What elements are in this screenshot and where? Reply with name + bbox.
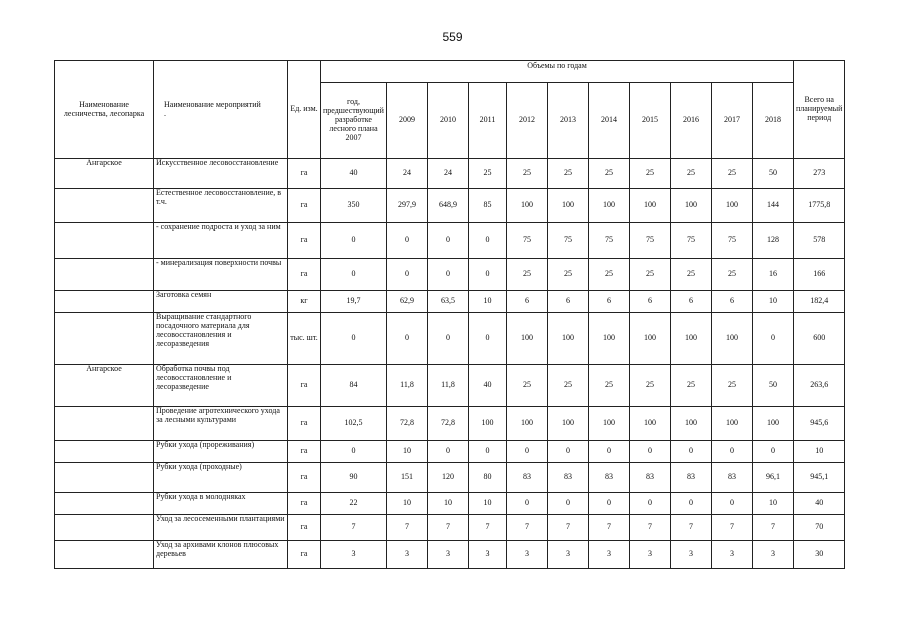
value-cell: 75 xyxy=(629,223,670,259)
total-cell: 30 xyxy=(793,541,844,569)
value-cell: 0 xyxy=(427,259,468,291)
header-year-2015: 2015 xyxy=(629,83,670,159)
value-cell: 62,9 xyxy=(386,291,427,313)
value-cell: 50 xyxy=(752,159,793,189)
forestry-cell xyxy=(55,259,154,291)
value-cell: 100 xyxy=(711,313,752,365)
value-cell: 6 xyxy=(547,291,588,313)
value-cell: 25 xyxy=(629,159,670,189)
header-year-2009: 2009 xyxy=(386,83,427,159)
value-cell: 25 xyxy=(547,259,588,291)
table-row xyxy=(55,259,845,291)
value-cell: 7 xyxy=(629,515,670,541)
unit-cell: га xyxy=(288,407,321,441)
value-cell: 75 xyxy=(506,223,547,259)
value-cell: 24 xyxy=(386,159,427,189)
total-cell: 40 xyxy=(793,493,844,515)
value-cell: 75 xyxy=(547,223,588,259)
value-cell: 100 xyxy=(588,189,629,223)
activity-name-cell: Естественное лесовосстановление, в т.ч. xyxy=(154,189,288,223)
value-cell: 0 xyxy=(468,441,506,463)
value-cell: 11,8 xyxy=(427,365,468,407)
unit-cell: га xyxy=(288,259,321,291)
value-cell: 0 xyxy=(427,313,468,365)
value-cell: 100 xyxy=(670,407,711,441)
value-cell: 0 xyxy=(506,441,547,463)
value-cell: 100 xyxy=(752,407,793,441)
table-row xyxy=(55,365,845,407)
value-cell: 3 xyxy=(506,541,547,569)
value-cell: 3 xyxy=(670,541,711,569)
activity-name-cell: - сохранение подроста и уход за ним xyxy=(154,223,288,259)
value-cell: 128 xyxy=(752,223,793,259)
value-cell: 83 xyxy=(629,463,670,493)
value-cell: 63,5 xyxy=(427,291,468,313)
value-cell: 7 xyxy=(670,515,711,541)
value-cell: 0 xyxy=(386,223,427,259)
value-cell: 40 xyxy=(321,159,387,189)
header-total: Всего на планируемый период xyxy=(793,61,844,159)
table-row xyxy=(55,313,845,365)
value-cell: 3 xyxy=(427,541,468,569)
value-cell: 10 xyxy=(386,493,427,515)
value-cell: 85 xyxy=(468,189,506,223)
value-cell: 100 xyxy=(547,313,588,365)
value-cell: 25 xyxy=(506,365,547,407)
unit-cell: тыс. шт. xyxy=(288,313,321,365)
value-cell: 40 xyxy=(468,365,506,407)
value-cell: 350 xyxy=(321,189,387,223)
forestry-cell xyxy=(55,189,154,223)
value-cell: 100 xyxy=(629,189,670,223)
value-cell: 0 xyxy=(670,441,711,463)
total-cell: 578 xyxy=(793,223,844,259)
value-cell: 19,7 xyxy=(321,291,387,313)
header-year-2017: 2017 xyxy=(711,83,752,159)
value-cell: 0 xyxy=(711,493,752,515)
value-cell: 25 xyxy=(588,159,629,189)
value-cell: 7 xyxy=(711,515,752,541)
value-cell: 25 xyxy=(711,159,752,189)
header-activity xyxy=(154,61,288,159)
value-cell: 0 xyxy=(427,441,468,463)
value-cell: 72,8 xyxy=(427,407,468,441)
value-cell: 25 xyxy=(468,159,506,189)
activity-name-cell: Уход за архивами клонов плюсовых деревьев xyxy=(154,541,288,569)
table-row xyxy=(55,515,845,541)
value-cell: 75 xyxy=(711,223,752,259)
value-cell: 100 xyxy=(506,189,547,223)
forestry-cell xyxy=(55,223,154,259)
value-cell: 100 xyxy=(711,189,752,223)
forestry-cell xyxy=(55,515,154,541)
value-cell: 151 xyxy=(386,463,427,493)
value-cell: 100 xyxy=(506,313,547,365)
value-cell: 0 xyxy=(588,441,629,463)
unit-cell: га xyxy=(288,493,321,515)
forestry-cell xyxy=(55,541,154,569)
value-cell: 6 xyxy=(711,291,752,313)
value-cell: 0 xyxy=(629,441,670,463)
value-cell: 3 xyxy=(547,541,588,569)
value-cell: 3 xyxy=(629,541,670,569)
header-volumes: Объемы по годам xyxy=(321,61,794,83)
value-cell: 83 xyxy=(547,463,588,493)
value-cell: 7 xyxy=(588,515,629,541)
activity-name-cell: Рубки ухода (прореживания) xyxy=(154,441,288,463)
value-cell: 11,8 xyxy=(386,365,427,407)
value-cell: 3 xyxy=(468,541,506,569)
value-cell: 144 xyxy=(752,189,793,223)
value-cell: 10 xyxy=(752,291,793,313)
value-cell: 0 xyxy=(752,313,793,365)
activity-name-cell: Проведение агротехнического ухода за лесными культурами xyxy=(154,407,288,441)
unit-cell: га xyxy=(288,159,321,189)
value-cell: 25 xyxy=(506,259,547,291)
value-cell: 80 xyxy=(468,463,506,493)
forestry-cell xyxy=(55,463,154,493)
value-cell: 75 xyxy=(588,223,629,259)
unit-cell: га xyxy=(288,223,321,259)
unit-cell: кг xyxy=(288,291,321,313)
value-cell: 10 xyxy=(427,493,468,515)
value-cell: 0 xyxy=(427,223,468,259)
activity-name-cell: Рубки ухода в молодняках xyxy=(154,493,288,515)
value-cell: 10 xyxy=(468,291,506,313)
value-cell: 24 xyxy=(427,159,468,189)
value-cell: 3 xyxy=(752,541,793,569)
table-row xyxy=(55,441,845,463)
total-cell: 182,4 xyxy=(793,291,844,313)
forestry-cell xyxy=(55,407,154,441)
value-cell: 6 xyxy=(670,291,711,313)
activity-name-cell: Заготовка семян xyxy=(154,291,288,313)
header-activity-label: Наименование мероприятий xyxy=(164,99,261,109)
value-cell: 6 xyxy=(629,291,670,313)
value-cell: 297,9 xyxy=(386,189,427,223)
value-cell: 6 xyxy=(588,291,629,313)
page-number: 559 xyxy=(442,30,463,44)
total-cell: 600 xyxy=(793,313,844,365)
total-cell: 945,6 xyxy=(793,407,844,441)
value-cell: 50 xyxy=(752,365,793,407)
table-row xyxy=(55,291,845,313)
value-cell: 25 xyxy=(629,259,670,291)
activity-name-cell: Уход за лесосеменными плантациями xyxy=(154,515,288,541)
value-cell: 84 xyxy=(321,365,387,407)
value-cell: 22 xyxy=(321,493,387,515)
value-cell: 25 xyxy=(670,159,711,189)
value-cell: 96,1 xyxy=(752,463,793,493)
value-cell: 25 xyxy=(670,365,711,407)
value-cell: 0 xyxy=(468,259,506,291)
value-cell: 16 xyxy=(752,259,793,291)
value-cell: 0 xyxy=(321,223,387,259)
value-cell: 100 xyxy=(506,407,547,441)
value-cell: 83 xyxy=(711,463,752,493)
value-cell: 25 xyxy=(670,259,711,291)
unit-cell: га xyxy=(288,365,321,407)
value-cell: 100 xyxy=(629,313,670,365)
activity-name-cell: Обработка почвы под лесовосстановление и лесоразведение xyxy=(154,365,288,407)
value-cell: 6 xyxy=(506,291,547,313)
forestry-cell xyxy=(55,493,154,515)
header-unit: Ед. изм. xyxy=(288,61,321,159)
header-year-2010: 2010 xyxy=(427,83,468,159)
value-cell: 100 xyxy=(588,407,629,441)
value-cell: 100 xyxy=(629,407,670,441)
value-cell: 0 xyxy=(752,441,793,463)
total-cell: 1775,8 xyxy=(793,189,844,223)
value-cell: 25 xyxy=(588,365,629,407)
value-cell: 25 xyxy=(506,159,547,189)
value-cell: 0 xyxy=(468,223,506,259)
value-cell: 0 xyxy=(670,493,711,515)
value-cell: 0 xyxy=(506,493,547,515)
value-cell: 100 xyxy=(711,407,752,441)
activity-name-cell: Искусственное лесовосстановление xyxy=(154,159,288,189)
value-cell: 0 xyxy=(321,259,387,291)
activity-name-cell: Рубки ухода (проходные) xyxy=(154,463,288,493)
unit-cell: га xyxy=(288,463,321,493)
value-cell: 0 xyxy=(547,441,588,463)
forestry-cell: Ангарское xyxy=(55,159,154,189)
total-cell: 945,1 xyxy=(793,463,844,493)
header-activity-mark: . xyxy=(164,108,166,118)
value-cell: 0 xyxy=(321,313,387,365)
value-cell: 0 xyxy=(711,441,752,463)
total-cell: 10 xyxy=(793,441,844,463)
header-year-2014: 2014 xyxy=(588,83,629,159)
value-cell: 100 xyxy=(588,313,629,365)
value-cell: 83 xyxy=(588,463,629,493)
total-cell: 263,6 xyxy=(793,365,844,407)
total-cell: 273 xyxy=(793,159,844,189)
value-cell: 25 xyxy=(711,259,752,291)
value-cell: 0 xyxy=(629,493,670,515)
value-cell: 7 xyxy=(506,515,547,541)
forest-activities-table xyxy=(54,60,845,569)
value-cell: 120 xyxy=(427,463,468,493)
forestry-cell xyxy=(55,291,154,313)
value-cell: 7 xyxy=(752,515,793,541)
header-prior-year: год, предшествующий разработке лесного плана 2007 xyxy=(321,83,387,159)
unit-cell: га xyxy=(288,441,321,463)
value-cell: 0 xyxy=(386,313,427,365)
value-cell: 10 xyxy=(386,441,427,463)
value-cell: 0 xyxy=(321,441,387,463)
forestry-cell xyxy=(55,441,154,463)
forestry-cell xyxy=(55,313,154,365)
value-cell: 100 xyxy=(547,407,588,441)
value-cell: 0 xyxy=(588,493,629,515)
table-row xyxy=(55,223,845,259)
value-cell: 0 xyxy=(468,313,506,365)
activity-name-cell: - минерализация поверхности почвы xyxy=(154,259,288,291)
total-cell: 70 xyxy=(793,515,844,541)
value-cell: 25 xyxy=(588,259,629,291)
table-row xyxy=(55,159,845,189)
table-row xyxy=(55,493,845,515)
value-cell: 75 xyxy=(670,223,711,259)
header-year-2013: 2013 xyxy=(547,83,588,159)
value-cell: 0 xyxy=(386,259,427,291)
value-cell: 100 xyxy=(547,189,588,223)
value-cell: 83 xyxy=(670,463,711,493)
value-cell: 10 xyxy=(468,493,506,515)
value-cell: 100 xyxy=(468,407,506,441)
activity-name-cell: Выращивание стандартного посадочного материала для лесовосстановления и лесоразведения xyxy=(154,313,288,365)
unit-cell: га xyxy=(288,541,321,569)
value-cell: 25 xyxy=(547,365,588,407)
value-cell: 90 xyxy=(321,463,387,493)
value-cell: 25 xyxy=(547,159,588,189)
value-cell: 0 xyxy=(547,493,588,515)
header-year-2011: 2011 xyxy=(468,83,506,159)
table-row xyxy=(55,189,845,223)
value-cell: 25 xyxy=(629,365,670,407)
table-row xyxy=(55,407,845,441)
value-cell: 3 xyxy=(711,541,752,569)
value-cell: 7 xyxy=(468,515,506,541)
total-cell: 166 xyxy=(793,259,844,291)
value-cell: 3 xyxy=(588,541,629,569)
unit-cell: га xyxy=(288,515,321,541)
value-cell: 100 xyxy=(670,189,711,223)
forestry-cell: Ангарское xyxy=(55,365,154,407)
value-cell: 7 xyxy=(386,515,427,541)
value-cell: 83 xyxy=(506,463,547,493)
table-row xyxy=(55,463,845,493)
header-year-2016: 2016 xyxy=(670,83,711,159)
value-cell: 648,9 xyxy=(427,189,468,223)
value-cell: 3 xyxy=(321,541,387,569)
unit-cell: га xyxy=(288,189,321,223)
header-forestry: Наименование лесничества, лесопарка xyxy=(55,61,154,159)
table-row xyxy=(55,541,845,569)
value-cell: 102,5 xyxy=(321,407,387,441)
value-cell: 3 xyxy=(386,541,427,569)
value-cell: 72,8 xyxy=(386,407,427,441)
value-cell: 7 xyxy=(427,515,468,541)
value-cell: 25 xyxy=(711,365,752,407)
value-cell: 10 xyxy=(752,493,793,515)
value-cell: 100 xyxy=(670,313,711,365)
header-year-2012: 2012 xyxy=(506,83,547,159)
value-cell: 7 xyxy=(547,515,588,541)
value-cell: 7 xyxy=(321,515,387,541)
header-year-2018: 2018 xyxy=(752,83,793,159)
